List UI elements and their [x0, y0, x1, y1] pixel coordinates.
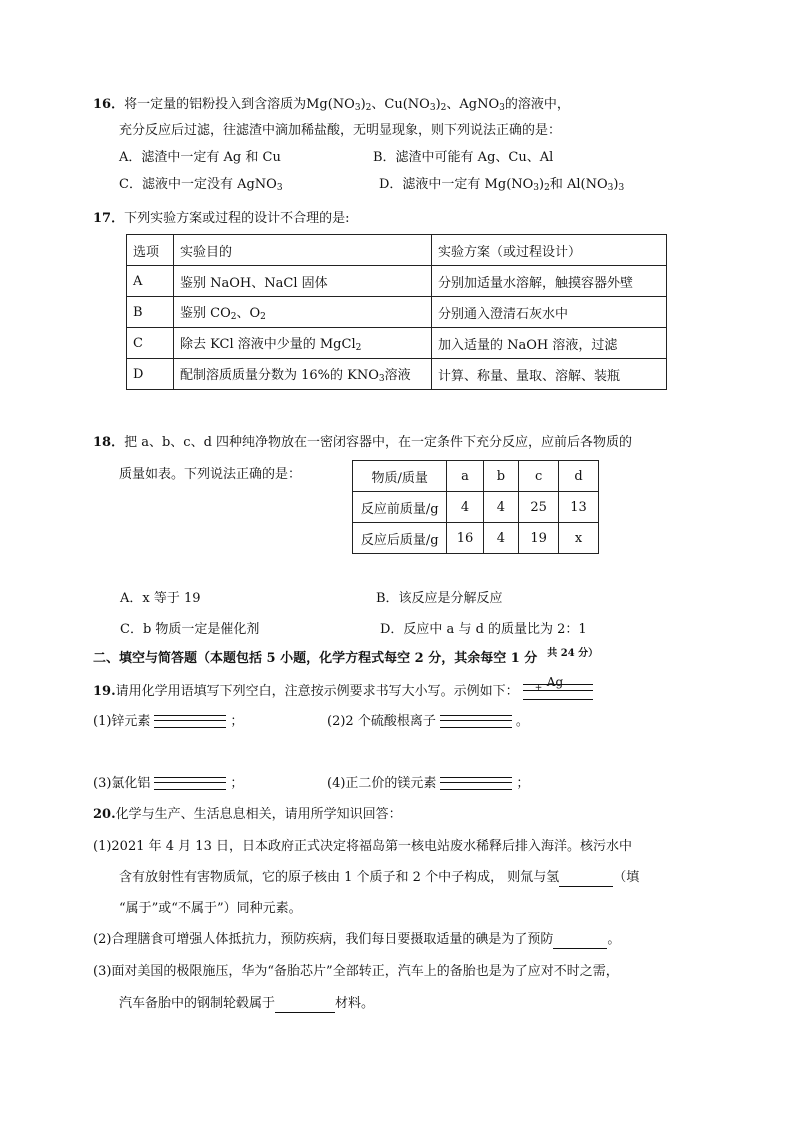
answer-blank[interactable]	[154, 777, 226, 790]
q17-table	[126, 234, 667, 390]
q16-number: 16．	[93, 97, 125, 112]
q18-option-d: D．反应中 a 与 d 的质量比为 2：1	[380, 622, 587, 637]
q19-stem: 19.请用化学用语填写下列空白，注意按示例要求书写大小写。示例如下： Ag +	[93, 683, 593, 701]
q19-part3: (3)氯化铝 ；	[93, 776, 244, 791]
q20-part2: (2)合理膳食可增强人体抵抗力，预防疾病，我们每日要摄取适量的碘是为了预防 。	[93, 932, 621, 947]
q19-part4: (4)正二价的镁元素 ；	[327, 776, 530, 791]
table-row: C 除去 KCl 溶液中少量的 MgCl$_2$ 加入适量的 NaOH 溶液，过滤	[127, 328, 667, 359]
answer-blank[interactable]	[154, 715, 226, 728]
section-2-title: 二、填空与简答题（本题包括 5 小题，化学方程式每空 2 分，其余每空 1 分 $^{共 24 分)}$	[93, 648, 599, 666]
answer-blank[interactable]	[440, 777, 512, 790]
table-row: 反应前质量/g 4 4 25 13	[353, 492, 599, 523]
q20-part1-line2: 含有放射性有害物质氚，它的原子核由 1 个质子和 2 个中子构成， 则氚与氢 （填	[119, 870, 640, 885]
answer-blank[interactable]	[440, 715, 512, 728]
q16-option-a: A．滤渣中一定有 Ag 和 Cu	[119, 150, 281, 165]
table-row: D 配制溶质质量分数为 16%的 $KNO_3$溶液 计算、称量、量取、溶解、装瓶	[127, 359, 667, 390]
q16-stem-line2: 充分反应后过滤，往滤渣中滴加稀盐酸，无明显现象，则下列说法正确的是：	[119, 123, 562, 138]
q17-stem: 17．下列实验方案或过程的设计不合理的是:	[93, 211, 350, 226]
q18-number: 18．	[93, 435, 125, 450]
q18-option-a: A．x 等于 19	[120, 591, 201, 606]
table-header: 选项	[127, 235, 174, 266]
answer-blank[interactable]	[553, 934, 607, 949]
q16-stem: 16．将一定量的铝粉投入到含溶质为$Mg(NO_3)_2$、$Cu(NO_3)_2$、AgNO$_3$的溶液中，	[93, 97, 570, 113]
table-header-row: 物质/质量 a b c d	[353, 461, 599, 492]
q18-stem-line2: 质量如表。下列说法正确的是：	[119, 467, 302, 482]
q18-table	[352, 460, 599, 554]
q19-example: Ag +	[523, 684, 593, 700]
q19-part2: (2)2 个硫酸根离子 。	[327, 714, 529, 729]
table-row: A 鉴别 NaOH、NaCl 固体 分别加适量水溶解，触摸容器外壁	[127, 266, 667, 297]
answer-blank[interactable]	[275, 998, 335, 1013]
q18-option-b: B．该反应是分解反应	[376, 591, 503, 606]
q18-option-c: C．b 物质一定是催化剂	[120, 622, 260, 637]
q18-stem: 18．把 a、b、c、d 四种纯净物放在一密闭容器中，在一定条件下充分反应，应前后各物质的	[93, 435, 633, 450]
q20-part1-line3: “属于”或“不属于”）同种元素。	[119, 901, 302, 916]
table-header: 实验方案（或过程设计）	[432, 235, 667, 266]
q17-number: 17．	[93, 211, 125, 226]
q20-part3-line2: 汽车备胎中的钢制轮毂属于 材料。	[119, 996, 375, 1011]
table-row: 反应后质量/g 16 4 19 x	[353, 523, 599, 554]
q19-number: 19.	[93, 684, 116, 699]
q16-option-c: C．滤液中一定没有 AgNO$_3$	[119, 177, 283, 193]
q16-option-b: B．滤渣中可能有 Ag、Cu、Al	[373, 150, 554, 165]
q20-number: 20.	[93, 807, 116, 822]
table-row: B 鉴别 $CO_2$、$O_2$ 分别通入澄清石灰水中	[127, 297, 667, 328]
q20-stem: 20.化学与生产、生活息息相关，请用所学知识回答：	[93, 807, 402, 822]
q16-option-d: D．滤液中一定有 $Mg(NO_3)_2$和 $Al(NO_3)_3$	[379, 177, 625, 193]
table-header-row	[127, 235, 667, 266]
q20-part3-line1: (3)面对美国的极限施压，华为“备胎芯片”全部转正，汽车上的备胎也是为了应对不时之需，	[93, 964, 619, 979]
answer-blank[interactable]	[559, 872, 613, 887]
q19-part1: (1)锌元素 ；	[93, 714, 244, 729]
table-header: 实验目的	[174, 235, 432, 266]
q20-part1-line1: (1)2021 年 4 月 13 日，日本政府正式决定将福岛第一核电站废水稀释后排入海洋。核污水中	[93, 839, 632, 854]
